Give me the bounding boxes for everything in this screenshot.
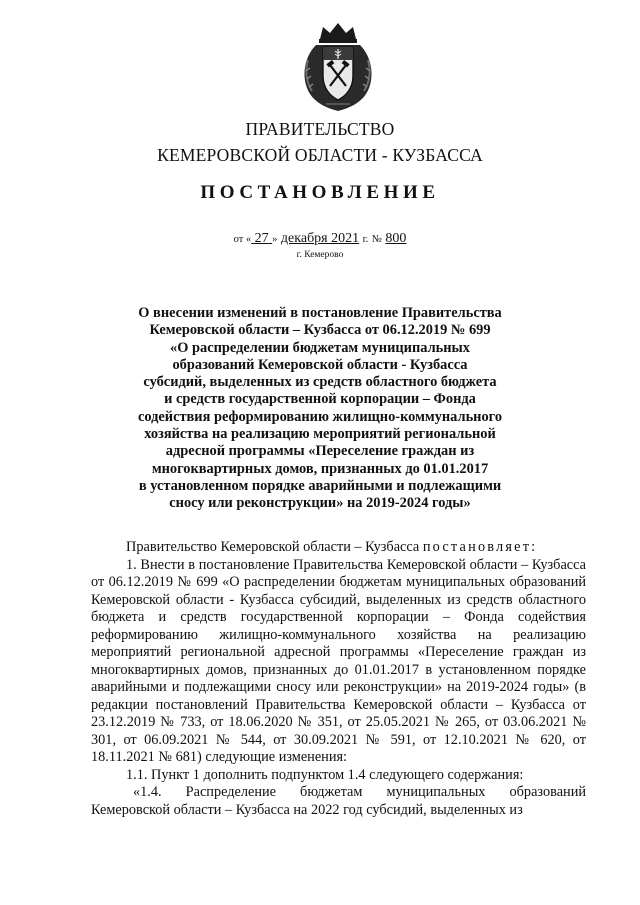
title-line: в установленном порядке аварийными и подлежащими — [138, 477, 502, 494]
title-line: субсидий, выделенных из средств областного бюджета — [143, 374, 497, 391]
number-sign: № — [371, 234, 382, 245]
document-number: 800 — [385, 231, 407, 246]
paragraph-1-1: 1.1. Пункт 1 дополнить подпунктом 1.4 следующего содержания: — [126, 766, 524, 783]
resolves-word: постановляет: — [422, 539, 538, 555]
date-day-close: » — [272, 234, 278, 245]
document-title — [130, 305, 510, 513]
title-line: адресной программы «Переселение граждан из — [165, 443, 475, 460]
resolution-intro — [91, 539, 586, 557]
government-title-line-2: КЕМЕРОВСКОЙ ОБЛАСТИ - КУЗБАССА — [157, 145, 483, 165]
title-line: сносу или реконструкции» на 2019-2024 годы» — [169, 495, 471, 512]
paragraph-1: 1. Внести в постановление Правительства Кемеровской области – Кузбасса от 06.12.2019 № 699 «О распределении бюджетам муниципальных образований Кемеровской области - Кузбасса субсидий, выделенных из средств областного бюджета и средств государственной корпорации – Фонда содействия реформированию жилищно-коммунального хозяйства на реализацию мероприятий региональной адресной программы «Переселение граждан из многоквартирных домов, признанных до 01.01.2017 в установленном порядке аварийными и подлежащими сносу или реконструкции» на 2019-2024 годы» (в редакции постановлений Правительства Кемеровской области – Кузбасса от 23.12.2019 № 733, от 18.06.2020 № 351, от 25.05.2021 № 265, от 03.06.2021 № 301, от 06.09.2021 № 544, от 30.09.2021 № 591, от 12.10.2021 № 620, от 18.11.2021 № 681) следующие изменения: — [91, 556, 586, 765]
date-month-year: декабря 2021 — [280, 231, 360, 246]
government-title-line-1: ПРАВИТЕЛЬСТВО — [245, 119, 395, 139]
city-line: г. Кемерово — [296, 250, 344, 260]
date-day: 27 — [254, 231, 269, 246]
title-line: многоквартирных домов, признанных до 01.01.2017 — [151, 460, 489, 477]
date-number-line — [0, 231, 640, 247]
title-line: и средств государственной корпорации – Фонда — [164, 391, 476, 408]
intro-text: Правительство Кемеровской области – Кузбасса — [126, 539, 423, 555]
title-line: содействия реформированию жилищно-коммунального — [137, 408, 503, 425]
date-prefix: от « — [233, 234, 252, 245]
coat-of-arms-icon — [296, 20, 380, 112]
title-line: О внесении изменений в постановление Правительства — [138, 305, 502, 321]
date-year-suffix: г. — [362, 234, 369, 245]
paragraph-1-4: «1.4. Распределение бюджетам муниципальных образований Кемеровской области – Кузбасса на 2022 год субсидий, выделенных из — [91, 784, 586, 818]
title-line: образований Кемеровской области - Кузбасса — [172, 356, 468, 373]
title-line: хозяйства на реализацию мероприятий региональной — [144, 426, 496, 443]
title-line: «О распределении бюджетам муниципальных — [170, 339, 470, 356]
document-body — [91, 539, 586, 819]
title-line: Кемеровской области – Кузбасса от 06.12.2019 № 699 — [149, 322, 491, 339]
document-type-heading: ПОСТАНОВЛЕНИЕ — [200, 182, 440, 203]
